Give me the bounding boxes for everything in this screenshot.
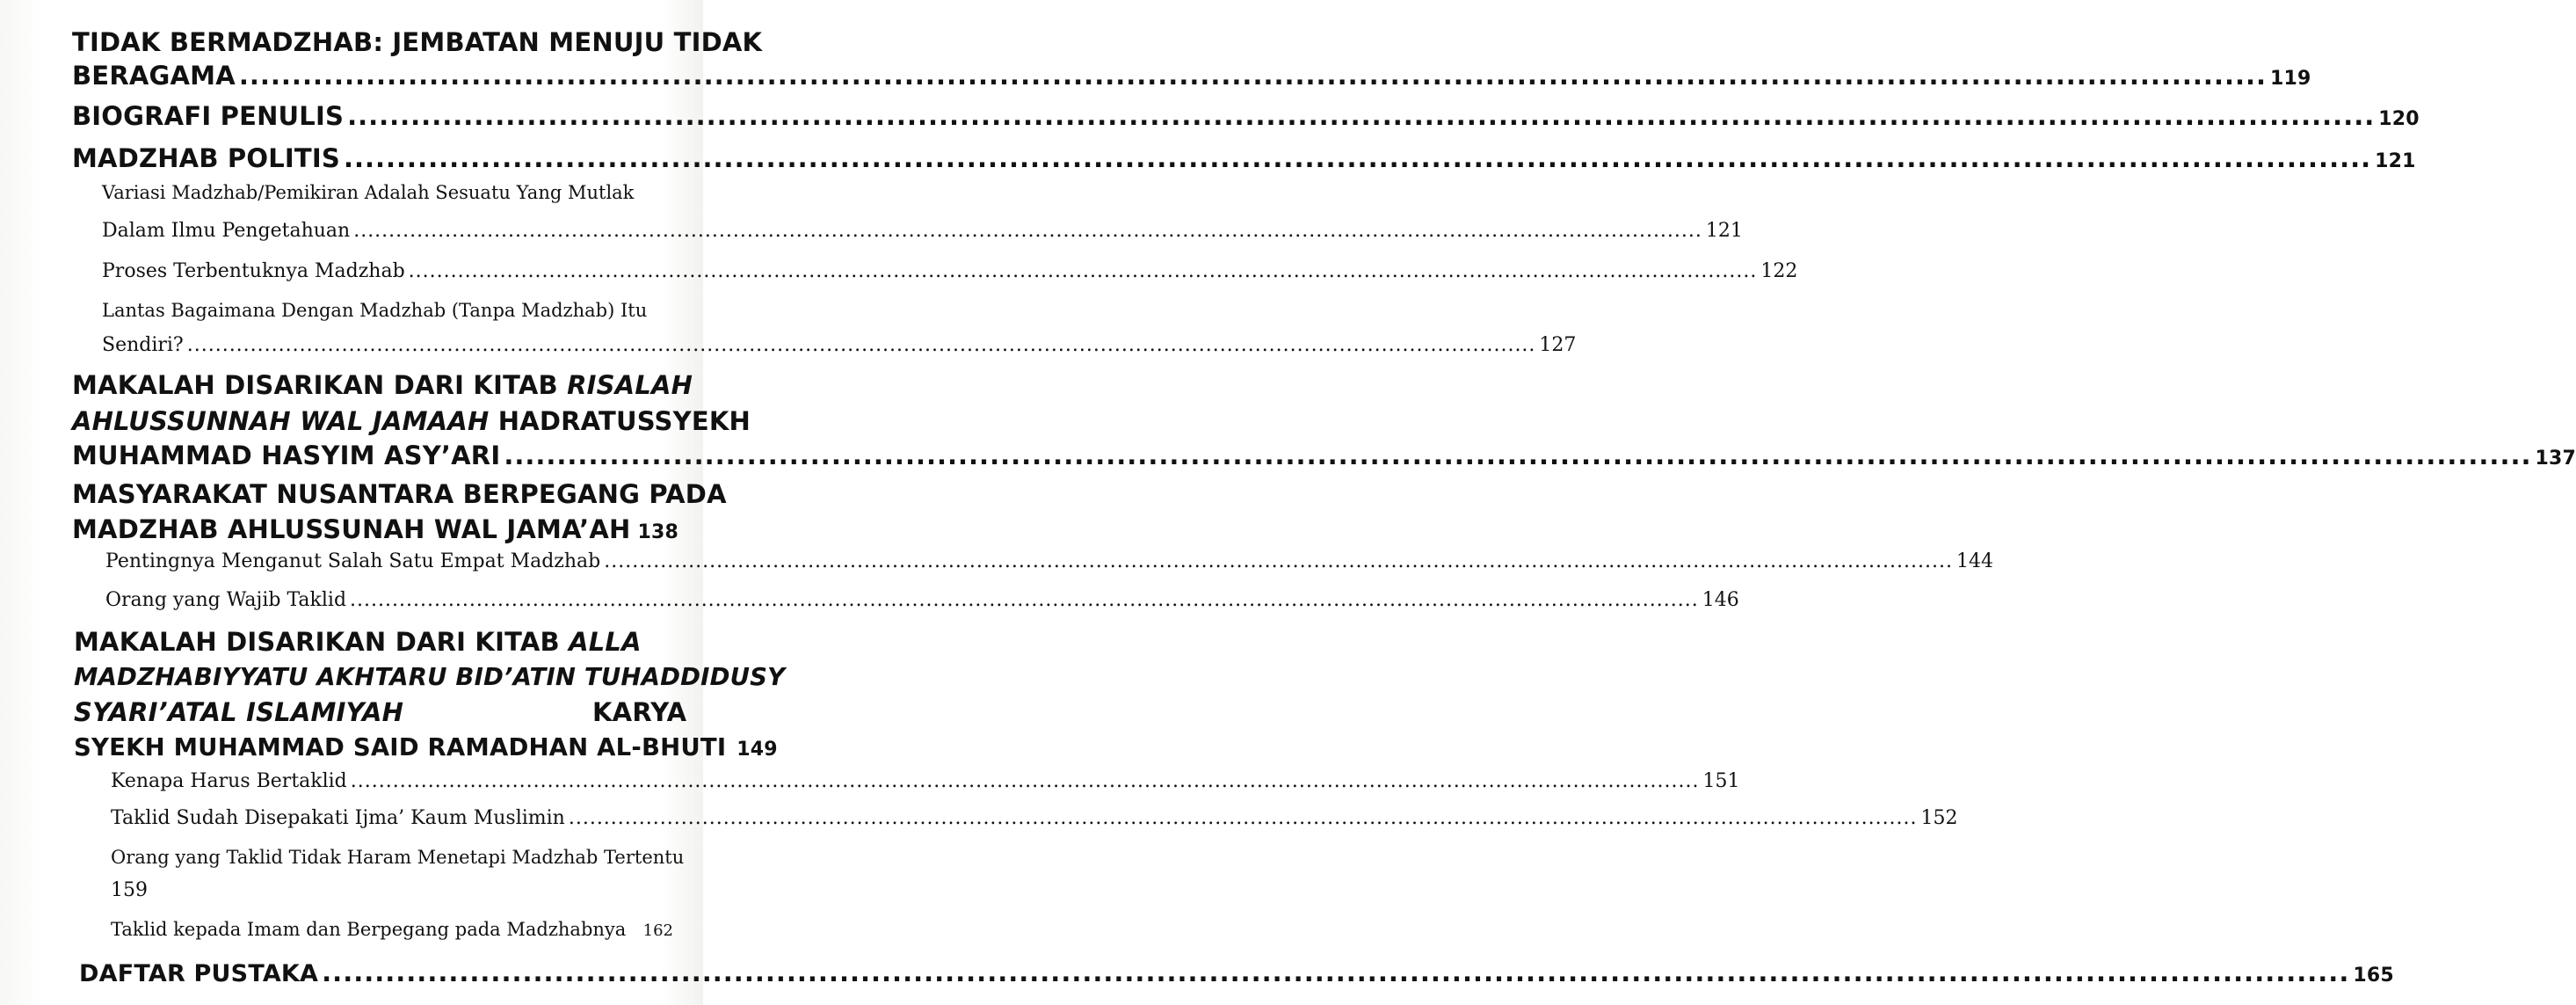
toc-section-title: Proses Terbentuknya Madzhab [102, 260, 405, 282]
toc-chapter-title [74, 695, 687, 730]
dot-leader [604, 549, 1953, 575]
page-number: 151 [1702, 770, 1740, 792]
toc-section-title: Variasi Madzhab/Pemikiran Adalah Sesuatu Yang Mutlak [102, 182, 635, 203]
toc-section-entry[interactable] [102, 332, 1577, 359]
toc-chapter-entry[interactable] [79, 955, 2394, 994]
page-number: 121 [2375, 150, 2416, 172]
dot-leader [187, 332, 1536, 359]
dot-leader [350, 587, 1699, 614]
book-title-italic: SYARI’ATAL ISLAMIYAH [74, 697, 404, 727]
dot-leader [504, 438, 2531, 473]
toc-section-entry[interactable] [111, 916, 673, 944]
page-number: 159 [111, 879, 148, 901]
toc-section-entry[interactable] [111, 768, 1740, 795]
toc-chapter-title: MADZHAB POLITIS [72, 143, 340, 173]
page-number: 152 [1920, 807, 1958, 829]
toc-chapter-entry[interactable] [72, 58, 2311, 97]
dot-leader [239, 58, 2267, 93]
page-number: 122 [1760, 260, 1798, 282]
dot-leader [409, 259, 1758, 285]
book-title-italic: RISALAH [567, 370, 693, 400]
book-title-italic: MADZHABIYYATU AKHTARU BID’ATIN TUHADDIDUSY [74, 663, 786, 691]
toc-section-entry[interactable] [105, 549, 1993, 575]
toc-section-title: Orang yang Taklid Tidak Haram Menetapi Madzhab Tertentu [111, 847, 685, 868]
toc-section-title: Orang yang Wajib Taklid [105, 589, 347, 611]
toc-section-title: Taklid Sudah Disepakati Ijma’ Kaum Muslimin [111, 807, 565, 829]
page-number: 162 [642, 921, 673, 940]
toc-chapter-title: SYEKH MUHAMMAD SAID RAMADHAN AL-BHUTI [74, 733, 727, 761]
toc-section-title: Dalam Ilmu Pengetahuan [102, 220, 351, 242]
toc-section-entry[interactable] [111, 805, 1958, 832]
toc-chapter-entry[interactable] [72, 141, 2416, 179]
dot-leader [347, 98, 2375, 134]
dot-leader [569, 805, 1918, 832]
book-title-italic: AHLUSSUNNAH WAL JAMAAH [72, 406, 490, 436]
dot-leader [322, 955, 2349, 990]
page-number: 144 [1956, 550, 1993, 572]
title-text: HADRATUSSYEKH [489, 406, 751, 436]
toc-chapter-title: MASYARAKAT NUSANTARA BERPEGANG PADA [72, 479, 727, 509]
page-number: 165 [2353, 965, 2394, 987]
toc-section-entry[interactable] [105, 587, 1739, 614]
toc-section-title: Lantas Bagaimana Dengan Madzhab (Tanpa Madzhab) Itu [102, 300, 648, 321]
toc-chapter-entry[interactable] [72, 98, 2420, 137]
page-number: 146 [1702, 589, 1739, 611]
toc-section-entry[interactable] [102, 259, 1798, 285]
toc-chapter-title: DAFTAR PUSTAKA [79, 960, 319, 987]
dot-leader [344, 141, 2371, 176]
toc-chapter-title: BERAGAMA [72, 61, 236, 91]
page-number: 119 [2270, 68, 2311, 90]
dot-leader [351, 768, 1700, 795]
page-number: 138 [637, 521, 678, 543]
title-text: KARYA [592, 697, 687, 727]
toc-chapter-title: BIOGRAFI PENULIS [72, 101, 345, 131]
title-text: MAKALAH DISARIKAN DARI KITAB [74, 627, 570, 657]
toc-chapter-title [74, 624, 642, 659]
toc-chapter-entry[interactable] [72, 438, 2576, 477]
book-title-italic: ALLA [569, 627, 642, 657]
page-number: 121 [1705, 220, 1743, 242]
toc-section-title: Kenapa Harus Bertaklid [111, 770, 347, 792]
toc-section-title: Pentingnya Menganut Salah Satu Empat Madzhab [105, 550, 601, 572]
page-number: 120 [2378, 108, 2420, 130]
toc-chapter-title: TIDAK BERMADZHAB: JEMBATAN MENUJU TIDAK [72, 27, 763, 57]
dot-leader [353, 218, 1702, 244]
page-number: 137 [2535, 448, 2576, 470]
toc-chapter-title [72, 404, 751, 439]
toc-chapter-title [72, 368, 693, 403]
page-number: 149 [737, 739, 778, 761]
toc-section-title: Sendiri? [102, 334, 184, 356]
page-number: 127 [1539, 334, 1577, 356]
title-text: MAKALAH DISARIKAN DARI KITAB [72, 370, 568, 400]
toc-section-entry[interactable] [102, 218, 1743, 244]
toc-chapter-entry[interactable] [74, 730, 778, 768]
toc-chapter-title: MADZHAB AHLUSSUNAH WAL JAMA’AH [72, 514, 631, 544]
toc-section-title: Taklid kepada Imam dan Berpegang pada Madzhabnya [111, 919, 627, 940]
toc-chapter-title: MUHAMMAD HASYIM ASY’ARI [72, 441, 501, 470]
toc-chapter-entry[interactable] [72, 512, 678, 550]
